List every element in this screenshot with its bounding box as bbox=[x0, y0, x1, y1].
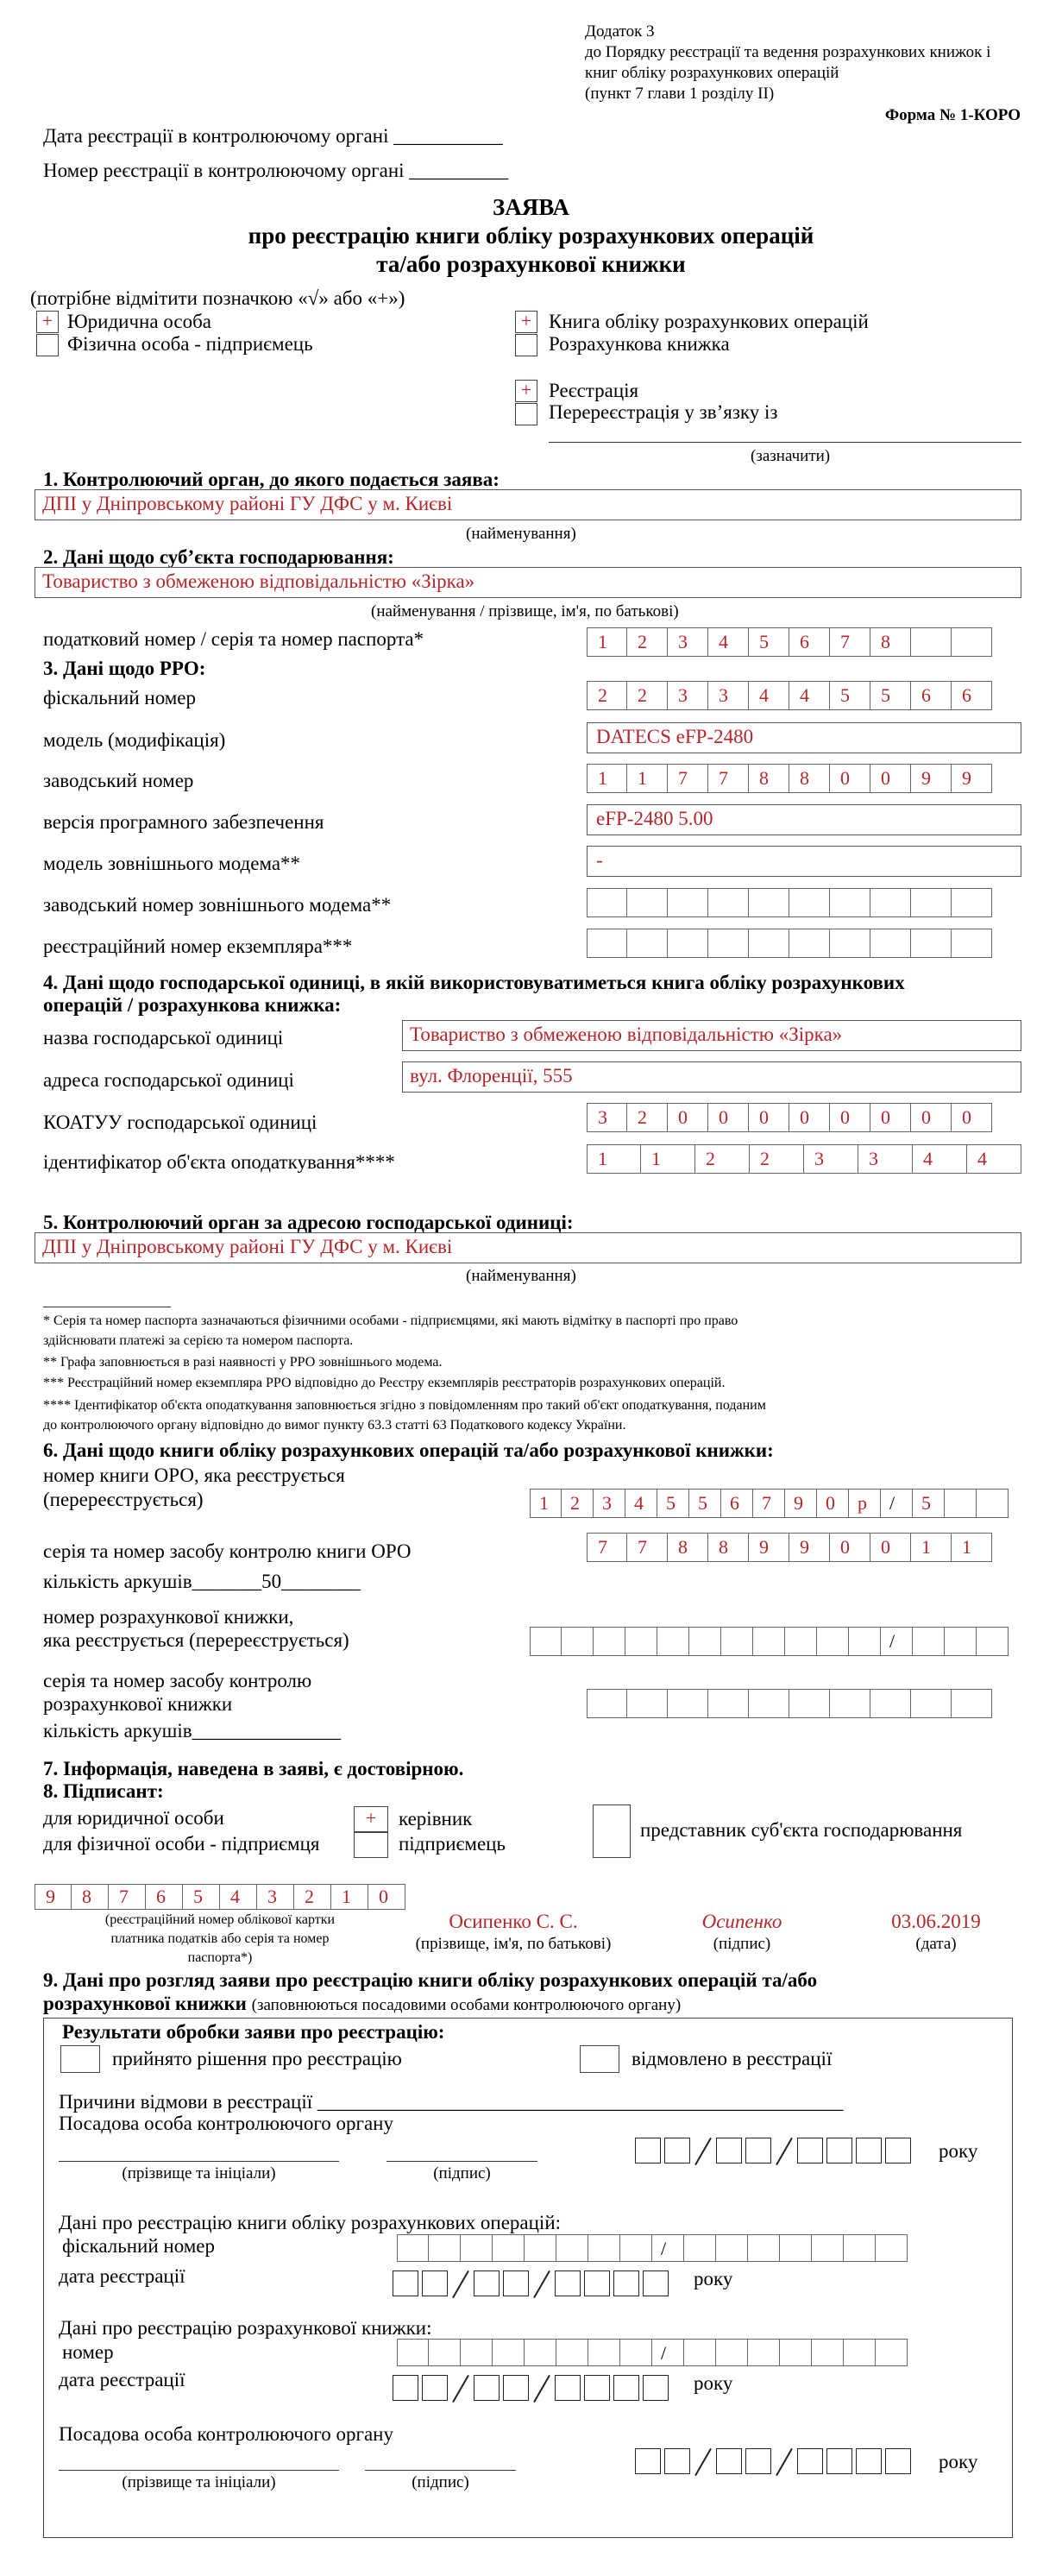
page-title: ЗАЯВА bbox=[492, 194, 570, 220]
registration-label: Реєстрація bbox=[549, 380, 639, 401]
booklet-sheets-count: кількість аркушів_______________ bbox=[43, 1720, 342, 1741]
digit-cell[interactable] bbox=[587, 1689, 627, 1718]
digit-cell[interactable]: 3 bbox=[858, 1144, 913, 1174]
digit-cell[interactable]: 1 bbox=[627, 764, 668, 793]
digit-cell[interactable]: 1 bbox=[587, 1144, 641, 1174]
digit-cell[interactable] bbox=[627, 888, 668, 917]
footnote-object-cont: до контролюючого органу відповідно до вимог пункту 63.3 статті 63 Податкового кодексу України. bbox=[43, 1418, 626, 1433]
accepted-label: прийнято рішення про реєстрацію bbox=[112, 2048, 402, 2069]
digit-cell[interactable]: 4 bbox=[220, 1884, 257, 1910]
digit-cell[interactable]: 0 bbox=[911, 1103, 952, 1132]
digit-cell[interactable]: 8 bbox=[708, 1533, 749, 1562]
unit-address-field[interactable]: вул. Флоренції, 555 bbox=[402, 1061, 1021, 1093]
refused-label: відмовлено в реєстрації bbox=[632, 2048, 833, 2069]
book-number-label-2: (перереєструється) bbox=[43, 1489, 204, 1510]
digit-cell[interactable] bbox=[753, 1627, 785, 1656]
booklet-control-label: серія та номер засобу контролю bbox=[43, 1670, 312, 1691]
digit-cell[interactable]: 3 bbox=[594, 1489, 625, 1518]
digit-cell[interactable]: 1 bbox=[641, 1144, 695, 1174]
digit-cell[interactable] bbox=[625, 1627, 657, 1656]
digit-cell[interactable]: 0 bbox=[749, 1103, 789, 1132]
digit-cell[interactable]: 7 bbox=[109, 1884, 146, 1910]
digit-cell[interactable] bbox=[657, 1627, 689, 1656]
digit-cell[interactable]: 1 bbox=[331, 1884, 368, 1910]
digit-cell[interactable]: 0 bbox=[789, 1103, 830, 1132]
business-entity-field[interactable]: Товариство з обмеженою відповідальністю «Зірка» bbox=[35, 567, 1021, 598]
digit-cell[interactable]: 1 bbox=[911, 1533, 952, 1562]
official-name-caption-2: (прізвище та ініціали) bbox=[122, 2473, 276, 2491]
official-label: Посадова особа контролюючого органу bbox=[59, 2113, 393, 2134]
unit-address-label: адреса господарської одиниці bbox=[43, 1069, 294, 1091]
digit-cell[interactable]: 6 bbox=[789, 627, 830, 657]
koatuu-cells[interactable] bbox=[587, 1103, 992, 1132]
digit-cell[interactable] bbox=[830, 929, 870, 958]
tax-object-label: ідентифікатор об'єкта оподаткування**** bbox=[43, 1151, 395, 1173]
digit-cell[interactable]: 5 bbox=[183, 1884, 220, 1910]
section-2-heading: 2. Дані щодо суб’єкта господарювання: bbox=[43, 546, 394, 568]
unit-authority-caption: (найменування) bbox=[466, 1267, 576, 1285]
digit-cell[interactable] bbox=[913, 1627, 945, 1656]
digit-cell[interactable]: 2 bbox=[562, 1489, 594, 1518]
digit-cell[interactable]: 2 bbox=[750, 1144, 804, 1174]
official-name-line-2[interactable] bbox=[59, 2470, 339, 2471]
digit-cell[interactable]: / bbox=[881, 1489, 913, 1518]
digit-cell[interactable]: 5 bbox=[689, 1489, 721, 1518]
digit-cell[interactable] bbox=[749, 929, 789, 958]
fiscal-number-label: фіскальний номер bbox=[43, 687, 197, 709]
booklet-number-label: номер розрахункової книжки, bbox=[43, 1606, 294, 1628]
digit-cell[interactable]: 1 bbox=[587, 627, 627, 657]
digit-cell[interactable] bbox=[668, 1689, 708, 1718]
tax-object-cells[interactable] bbox=[587, 1144, 1021, 1174]
control-means-cells[interactable] bbox=[587, 1533, 992, 1562]
digit-cell[interactable]: 8 bbox=[789, 764, 830, 793]
official-label-2: Посадова особа контролюючого органу bbox=[59, 2423, 393, 2445]
section-5-heading: 5. Контролюючий орган за адресою господарської одиниці: bbox=[43, 1212, 574, 1233]
digit-cell[interactable] bbox=[530, 1627, 562, 1656]
decision-year-label: року bbox=[939, 2140, 978, 2162]
booklet-number-label: номер bbox=[62, 2341, 114, 2363]
digit-cell[interactable] bbox=[789, 888, 830, 917]
digit-cell[interactable]: 0 bbox=[830, 764, 870, 793]
digit-cell[interactable]: 3 bbox=[668, 681, 708, 710]
modem-model-field[interactable]: - bbox=[587, 846, 1021, 877]
order-reference-3: (пункт 7 глави 1 розділу II) bbox=[585, 85, 775, 103]
digit-cell[interactable] bbox=[870, 929, 911, 958]
unit-name-field[interactable]: Товариство з обмеженою відповідальністю «Зірка» bbox=[402, 1020, 1021, 1051]
signature: Осипенко bbox=[701, 1911, 782, 1932]
section-4-heading-2: операцій / розрахункова книжка: bbox=[43, 994, 342, 1016]
digit-cell[interactable]: 1 bbox=[587, 764, 627, 793]
digit-cell[interactable]: 0 bbox=[830, 1103, 870, 1132]
specify-caption: (зазначити) bbox=[751, 447, 831, 465]
book-registration-data: Дані про реєстрацію книги обліку розрахункових операцій: bbox=[59, 2212, 562, 2233]
digit-cell[interactable]: 6 bbox=[146, 1884, 183, 1910]
software-version-field[interactable]: eFP-2480 5.00 bbox=[587, 804, 1021, 835]
digit-cell[interactable] bbox=[977, 1627, 1009, 1656]
digit-cell[interactable]: 9 bbox=[911, 764, 952, 793]
official-date-boxes[interactable] bbox=[635, 2448, 914, 2474]
digit-cell[interactable]: 9 bbox=[952, 764, 992, 793]
digit-cell[interactable] bbox=[817, 1627, 849, 1656]
book-fiscal-number-label: фіскальний номер bbox=[62, 2235, 216, 2257]
digit-cell[interactable] bbox=[945, 1627, 977, 1656]
instance-number-label: реєстраційний номер екземпляра*** bbox=[43, 935, 353, 957]
digit-cell[interactable]: р bbox=[849, 1489, 881, 1518]
entrepreneur-label: підприємець bbox=[399, 1833, 506, 1855]
section-7-heading: 7. Інформація, наведена в заяві, є достовірною. bbox=[43, 1758, 464, 1779]
digit-cell[interactable]: 5 bbox=[830, 681, 870, 710]
unit-authority-field[interactable]: ДПІ у Дніпровському районі ГУ ДФС у м. Києві bbox=[35, 1232, 1021, 1263]
digit-cell[interactable]: / bbox=[881, 1627, 913, 1656]
booklet-reg-date-boxes[interactable] bbox=[393, 2375, 672, 2401]
signer-name-caption: (прізвище, ім'я, по батькові) bbox=[415, 1935, 612, 1953]
koatuu-label: КОАТУУ господарської одиниці bbox=[43, 1112, 317, 1133]
digit-cell[interactable] bbox=[789, 929, 830, 958]
unit-name-label: назва господарської одиниці bbox=[43, 1027, 284, 1049]
sign-date-caption: (дата) bbox=[915, 1935, 957, 1953]
booklet-number-reg-cells[interactable]: / bbox=[397, 2339, 908, 2366]
booklet-reg-date-label: дата реєстрації bbox=[59, 2369, 185, 2390]
individual-checkbox[interactable] bbox=[36, 334, 59, 356]
section-3-heading: 3. Дані щодо РРО: bbox=[43, 658, 206, 679]
official-name-caption: (прізвище та ініціали) bbox=[122, 2164, 276, 2182]
booklet-label: Розрахункова книжка bbox=[549, 333, 730, 355]
serial-number-cells[interactable] bbox=[587, 764, 992, 793]
official-sign-caption: (підпис) bbox=[433, 2164, 491, 2182]
card-caption-2: платника податків або серія та номер bbox=[110, 1931, 330, 1946]
digit-cell[interactable]: 1 bbox=[530, 1489, 562, 1518]
digit-cell[interactable]: 3 bbox=[804, 1144, 858, 1174]
footnote-instance: *** Реєстраційний номер екземпляра РРО відповідно до Реєстру екземплярів реєстраторів розрахункових операцій. bbox=[43, 1376, 726, 1390]
registration-checkbox[interactable]: + bbox=[515, 380, 537, 402]
software-version-label: версія програмного забезпечення bbox=[43, 811, 324, 833]
head-checkbox[interactable]: + bbox=[354, 1806, 388, 1832]
page-subtitle: про реєстрацію книги обліку розрахункових операцій bbox=[248, 223, 814, 249]
page-subtitle-2: та/або розрахункової книжки bbox=[376, 251, 686, 277]
digit-cell[interactable] bbox=[587, 888, 627, 917]
individual-signer-label: для фізичної особи - підприємця bbox=[43, 1833, 320, 1855]
footnote-object: **** Ідентифікатор об'єкта оподаткування заповнюється згідно з повідомленням про такий об'єкт оподаткування, поданим bbox=[43, 1398, 766, 1413]
order-reference: до Порядку реєстрації та ведення розрахункових книжок і bbox=[585, 43, 991, 61]
card-caption: (реєстраційний номер облікової картки bbox=[104, 1912, 336, 1927]
digit-cell[interactable]: 0 bbox=[817, 1489, 849, 1518]
digit-cell[interactable] bbox=[627, 929, 668, 958]
representative-label: представник суб'єкта господарювання bbox=[640, 1819, 963, 1841]
digit-cell[interactable] bbox=[870, 1689, 911, 1718]
digit-cell[interactable]: 5 bbox=[870, 681, 911, 710]
digit-cell[interactable] bbox=[785, 1627, 817, 1656]
section-8-heading: 8. Підписант: bbox=[43, 1780, 164, 1802]
legal-entity-checkbox[interactable]: + bbox=[36, 311, 59, 333]
digit-cell[interactable]: 0 bbox=[668, 1103, 708, 1132]
digit-cell[interactable]: 4 bbox=[625, 1489, 657, 1518]
digit-cell[interactable]: 1 bbox=[952, 1533, 992, 1562]
digit-cell[interactable]: 3 bbox=[708, 681, 749, 710]
entrepreneur-checkbox[interactable] bbox=[354, 1832, 388, 1858]
digit-cell[interactable] bbox=[977, 1489, 1009, 1518]
control-authority-field[interactable]: ДПІ у Дніпровському районі ГУ ДФС у м. Києві bbox=[35, 489, 1021, 520]
digit-cell[interactable] bbox=[952, 888, 992, 917]
legal-signer-label: для юридичної особи bbox=[43, 1807, 224, 1829]
digit-cell[interactable] bbox=[952, 1689, 992, 1718]
digit-cell[interactable] bbox=[708, 888, 749, 917]
model-field[interactable]: DATECS eFP-2480 bbox=[587, 722, 1021, 753]
modem-model-label: модель зовнішнього модема** bbox=[43, 853, 301, 874]
addendum-label: Додаток 3 bbox=[585, 22, 655, 41]
digit-cell[interactable]: 5 bbox=[749, 627, 789, 657]
book-fiscal-number-cells[interactable]: / bbox=[397, 2234, 908, 2262]
digit-cell[interactable]: 2 bbox=[695, 1144, 750, 1174]
digit-cell[interactable]: 4 bbox=[913, 1144, 967, 1174]
digit-cell[interactable] bbox=[945, 1489, 977, 1518]
tax-number-cells[interactable] bbox=[587, 627, 992, 657]
processing-results-heading: Результати обробки заяви про реєстрацію: bbox=[62, 2021, 445, 2043]
digit-cell[interactable] bbox=[708, 929, 749, 958]
digit-cell[interactable]: 9 bbox=[789, 1533, 830, 1562]
digit-cell[interactable] bbox=[870, 888, 911, 917]
digit-cell[interactable]: 8 bbox=[749, 764, 789, 793]
decision-date-boxes[interactable] bbox=[635, 2138, 914, 2163]
digit-cell[interactable] bbox=[849, 1627, 881, 1656]
booklet-reg-year-label: року bbox=[694, 2372, 733, 2394]
card-caption-3: паспорта*) bbox=[187, 1950, 253, 1965]
head-label: керівник bbox=[399, 1808, 473, 1830]
digit-cell[interactable]: 0 bbox=[368, 1884, 405, 1910]
digit-cell[interactable]: 6 bbox=[911, 681, 952, 710]
control-authority-caption: (найменування) bbox=[466, 525, 576, 543]
section-6-heading: 6. Дані щодо книги обліку розрахункових операцій та/або розрахункової книжки: bbox=[43, 1439, 774, 1461]
modem-serial-label: заводський номер зовнішнього модема** bbox=[43, 894, 392, 916]
digit-cell[interactable]: 7 bbox=[627, 1533, 668, 1562]
digit-cell[interactable]: 2 bbox=[294, 1884, 331, 1910]
digit-cell[interactable] bbox=[830, 888, 870, 917]
individual-label: Фізична особа - підприємець bbox=[67, 333, 313, 355]
sign-date: 03.06.2019 bbox=[891, 1911, 981, 1932]
digit-cell[interactable] bbox=[721, 1627, 753, 1656]
digit-cell[interactable]: 9 bbox=[785, 1489, 817, 1518]
book-number-cells[interactable] bbox=[530, 1489, 1009, 1518]
representative-checkbox[interactable] bbox=[593, 1804, 631, 1858]
official-sign-line-2[interactable] bbox=[365, 2470, 516, 2471]
reregistration-checkbox[interactable] bbox=[515, 403, 537, 425]
registration-number-field: Номер реєстрації в контролюючому органі __________ bbox=[43, 160, 509, 181]
digit-cell[interactable]: 2 bbox=[627, 627, 668, 657]
digit-cell[interactable] bbox=[749, 888, 789, 917]
digit-cell[interactable]: 3 bbox=[587, 1103, 627, 1132]
sheets-count: кількість аркушів_______50________ bbox=[43, 1571, 361, 1592]
digit-cell[interactable] bbox=[668, 929, 708, 958]
digit-cell[interactable] bbox=[830, 1689, 870, 1718]
digit-cell[interactable]: 8 bbox=[72, 1884, 109, 1910]
instance-number-cells[interactable] bbox=[587, 929, 992, 958]
digit-cell[interactable] bbox=[668, 888, 708, 917]
booklet-registration-data: Дані про реєстрацію розрахункової книжки: bbox=[59, 2317, 432, 2339]
digit-cell[interactable]: 8 bbox=[870, 627, 911, 657]
digit-cell[interactable]: 9 bbox=[749, 1533, 789, 1562]
reregistration-reason-line[interactable] bbox=[549, 442, 1021, 443]
digit-cell[interactable]: 7 bbox=[830, 627, 870, 657]
digit-cell[interactable]: 3 bbox=[668, 627, 708, 657]
digit-cell[interactable] bbox=[911, 888, 952, 917]
book-reg-year-label: року bbox=[694, 2268, 733, 2289]
refused-checkbox[interactable] bbox=[580, 2045, 619, 2073]
digit-cell[interactable]: 0 bbox=[708, 1103, 749, 1132]
digit-cell[interactable]: 9 bbox=[35, 1884, 72, 1910]
digit-cell[interactable]: 0 bbox=[952, 1103, 992, 1132]
book-number-label: номер книги ОРО, яка реєструється bbox=[43, 1464, 345, 1486]
section-4-heading: 4. Дані щодо господарської одиниці, в якій використовуватиметься книга обліку розрахункових bbox=[43, 972, 905, 993]
accepted-checkbox[interactable] bbox=[60, 2045, 100, 2073]
digit-cell[interactable]: 5 bbox=[657, 1489, 689, 1518]
digit-cell[interactable]: 8 bbox=[668, 1533, 708, 1562]
booklet-control-cells[interactable] bbox=[587, 1689, 992, 1718]
registration-date-field: Дата реєстрації в контролюючому органі ___________ bbox=[43, 125, 503, 147]
refusal-reasons: Причини відмови в реєстрації _____________________________________________________ bbox=[59, 2091, 844, 2113]
digit-cell[interactable] bbox=[749, 1689, 789, 1718]
digit-cell[interactable]: 2 bbox=[587, 681, 627, 710]
modem-serial-cells[interactable] bbox=[587, 888, 992, 917]
digit-cell[interactable] bbox=[689, 1627, 721, 1656]
digit-cell[interactable] bbox=[952, 929, 992, 958]
digit-cell[interactable]: 5 bbox=[913, 1489, 945, 1518]
digit-cell[interactable] bbox=[911, 1689, 952, 1718]
control-means-label: серія та номер засобу контролю книги ОРО bbox=[43, 1540, 412, 1562]
legal-entity-label: Юридична особа bbox=[67, 311, 211, 332]
digit-cell[interactable] bbox=[911, 627, 952, 657]
digit-cell[interactable] bbox=[587, 929, 627, 958]
booklet-checkbox[interactable] bbox=[515, 334, 537, 356]
digit-cell[interactable]: 7 bbox=[753, 1489, 785, 1518]
official-year-label: року bbox=[939, 2451, 978, 2472]
form-number: Форма № 1-КОРО bbox=[884, 106, 1021, 124]
booklet-number-cells[interactable] bbox=[530, 1627, 1009, 1656]
footnote-passport-cont: здійснювати платежі за серією та номером паспорта. bbox=[43, 1333, 354, 1348]
digit-cell[interactable]: 2 bbox=[627, 681, 668, 710]
official-name-line[interactable] bbox=[59, 2161, 339, 2162]
digit-cell[interactable]: 3 bbox=[257, 1884, 294, 1910]
digit-cell[interactable] bbox=[594, 1627, 625, 1656]
digit-cell[interactable] bbox=[562, 1627, 594, 1656]
tax-number-label: податковий номер / серія та номер паспорта* bbox=[43, 628, 424, 650]
signer-name: Осипенко С. С. bbox=[449, 1911, 578, 1932]
taxpayer-card-cells[interactable] bbox=[35, 1884, 405, 1910]
serial-number-label: заводський номер bbox=[43, 770, 194, 791]
book-label: Книга обліку розрахункових операцій bbox=[549, 311, 869, 332]
reregistration-label: Перереєстрація у зв’язку із bbox=[549, 401, 778, 423]
digit-cell[interactable]: 0 bbox=[830, 1533, 870, 1562]
business-entity-caption: (найменування / прізвище, ім'я, по батькові) bbox=[371, 602, 679, 620]
digit-cell[interactable]: 0 bbox=[870, 764, 911, 793]
model-label: модель (модифікація) bbox=[43, 729, 226, 751]
fiscal-number-cells[interactable] bbox=[587, 681, 992, 710]
booklet-number-label-2: яка реєструється (перереєструється) bbox=[43, 1629, 349, 1651]
digit-cell[interactable]: 7 bbox=[587, 1533, 627, 1562]
digit-cell[interactable]: 0 bbox=[870, 1103, 911, 1132]
digit-cell[interactable] bbox=[789, 1689, 830, 1718]
mark-hint: (потрібне відмітити позначкою «√» або «+») bbox=[30, 287, 405, 309]
official-sign-caption-2: (підпис) bbox=[412, 2473, 469, 2491]
order-reference-2: книг обліку розрахункових операцій bbox=[585, 64, 839, 82]
digit-cell[interactable]: 4 bbox=[789, 681, 830, 710]
digit-cell[interactable]: 0 bbox=[870, 1533, 911, 1562]
digit-cell[interactable]: 4 bbox=[749, 681, 789, 710]
signature-caption: (підпис) bbox=[713, 1935, 771, 1953]
digit-cell[interactable] bbox=[708, 1689, 749, 1718]
digit-cell[interactable] bbox=[911, 929, 952, 958]
booklet-control-label-2: розрахункової книжки bbox=[43, 1693, 233, 1715]
digit-cell[interactable]: 4 bbox=[967, 1144, 1021, 1174]
book-reg-date-label: дата реєстрації bbox=[59, 2265, 185, 2287]
digit-cell[interactable]: 6 bbox=[721, 1489, 753, 1518]
book-reg-date-boxes[interactable] bbox=[393, 2271, 672, 2296]
book-checkbox[interactable]: + bbox=[515, 311, 537, 333]
digit-cell[interactable] bbox=[627, 1689, 668, 1718]
digit-cell[interactable] bbox=[952, 627, 992, 657]
section-9-heading-2: розрахункової книжки (заповнюються посадовими особами контролюючого органу) bbox=[43, 1993, 682, 2014]
footnote-modem: ** Графа заповнюється в разі наявності у РРО зовнішнього модема. bbox=[43, 1355, 443, 1370]
section-9-heading: 9. Дані про розгляд заяви про реєстрацію книги обліку розрахункових операцій та/або bbox=[43, 1969, 818, 1991]
digit-cell[interactable]: 7 bbox=[668, 764, 708, 793]
section-1-heading: 1. Контролюючий орган, до якого подається заява: bbox=[43, 469, 500, 490]
digit-cell[interactable]: 4 bbox=[708, 627, 749, 657]
official-sign-line[interactable] bbox=[386, 2161, 537, 2162]
footnote-passport: * Серія та номер паспорта зазначаються фізичними особами - підприємцями, які мають відмітку в паспорті про право bbox=[43, 1313, 738, 1328]
digit-cell[interactable]: 6 bbox=[952, 681, 992, 710]
digit-cell[interactable]: 2 bbox=[627, 1103, 668, 1132]
digit-cell[interactable]: 7 bbox=[708, 764, 749, 793]
